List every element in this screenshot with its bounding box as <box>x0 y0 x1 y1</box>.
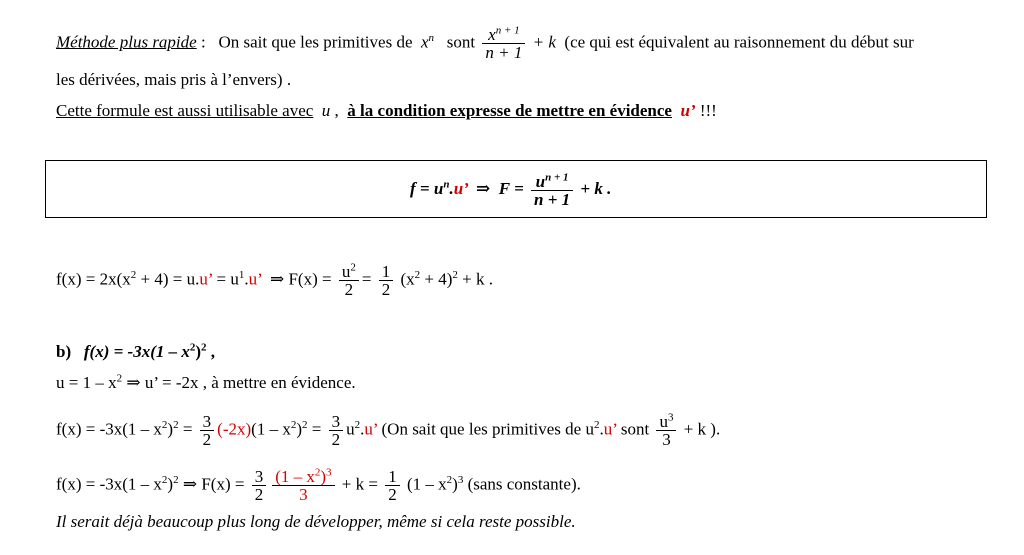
eq3-frac-den: 2 <box>388 485 397 504</box>
eq2-frac-exp: 3 <box>667 411 674 424</box>
method-label: Méthode plus rapide <box>56 32 197 52</box>
eq1-part: (x <box>400 269 415 289</box>
eq1-frac-u2 <box>339 263 359 298</box>
eq3-exp: 2 <box>161 473 168 486</box>
eq3-part: (1 – x <box>406 474 447 494</box>
eq1-exp: 1 <box>238 268 245 281</box>
eq2-part: sont <box>620 419 650 439</box>
method-line-2 <box>56 70 291 90</box>
sectionb-part: f(x) = -3x(1 – x <box>83 342 190 361</box>
boxed-formula <box>410 171 611 208</box>
box-tail: + k . <box>580 179 612 198</box>
eq2-part: f(x) = -3x(1 – x <box>56 419 162 439</box>
eq3-exp: 3 <box>457 473 464 486</box>
eq2-exp: 2 <box>593 418 600 431</box>
eq3-frac-3-2 <box>252 468 267 503</box>
eq2-exp: 2 <box>290 418 297 431</box>
eq2-part: + k ). <box>683 419 721 439</box>
eq3-part: ⇒ F(x) = <box>182 474 245 494</box>
u-var: u <box>321 101 331 120</box>
formula-usage-line <box>56 101 717 121</box>
example-equation <box>56 263 493 298</box>
eq1-u-prime: u’ <box>248 269 262 289</box>
eq2-frac-num: u <box>659 412 668 431</box>
method-line <box>56 26 914 61</box>
section-label: b) <box>56 342 72 361</box>
method-text-2: (ce qui est équivalent au raisonnement du début sur <box>564 32 914 52</box>
frac-num-base: x <box>488 25 496 44</box>
eq1-part: . <box>244 269 249 289</box>
eq2-frac-3-2-b <box>329 413 344 448</box>
formula-box <box>45 160 987 218</box>
eq3-frac-red <box>272 468 334 503</box>
sont-word: sont <box>446 32 476 52</box>
eq2-frac-num: 3 <box>329 413 344 431</box>
eq2-u-prime: u’ <box>364 419 378 439</box>
eq2-frac-den: 2 <box>202 430 212 449</box>
eq3-part: ) <box>452 474 458 494</box>
eq2-part: = <box>311 419 322 439</box>
eq2-frac-3-2 <box>200 413 215 448</box>
eq3-frac-num: 3 <box>252 468 267 486</box>
exp-n: n <box>428 31 435 44</box>
eq3-red-num: ) <box>320 467 327 486</box>
eq1-u-prime: u’ <box>199 269 213 289</box>
eq3-frac-num: 1 <box>385 468 400 486</box>
primitive-fraction <box>482 26 525 61</box>
eq2-exp: 2 <box>354 418 361 431</box>
eq3-red-exp: 3 <box>326 466 332 479</box>
eq2-frac-den: 2 <box>331 430 341 449</box>
box-num-exp: n + 1 <box>545 170 569 183</box>
eq3-part: ) <box>167 474 174 494</box>
eq2-exp: 2 <box>302 418 308 431</box>
eq2-part: ) <box>167 419 174 439</box>
exclamation: !!! <box>699 101 717 120</box>
colon: : <box>200 32 206 52</box>
box-fraction <box>531 170 573 209</box>
example-equation-3 <box>56 468 581 503</box>
eq1-exp: 2 <box>414 268 421 281</box>
eq3-red-exp: 2 <box>314 466 321 479</box>
u-definition-line <box>56 373 356 393</box>
eq2-red-factor: (-2x) <box>217 419 252 439</box>
eq2-part: . <box>599 419 604 439</box>
eq1-part: + 4) = u. <box>140 269 200 289</box>
frac-num-exp: n + 1 <box>495 24 520 37</box>
eq1-part: + k . <box>462 269 493 289</box>
eq1-part: f(x) = 2x(x <box>56 269 131 289</box>
eq2-u-prime: u’ <box>603 419 617 439</box>
eq2-exp: 2 <box>161 418 168 431</box>
closing-remark <box>56 512 576 532</box>
x-var: x <box>421 32 429 52</box>
eq2-part: u <box>346 419 355 439</box>
eq1-frac-num: u <box>341 262 351 281</box>
method-text-3: les dérivées, mais pris à l’envers) . <box>56 70 292 89</box>
eq1-frac-den: 2 <box>344 280 354 299</box>
sectionb-exp: 2 <box>189 341 196 354</box>
example-equation-2 <box>56 413 720 448</box>
eq2-frac-u3 <box>656 413 676 448</box>
eq3-red-num: (1 – x <box>275 467 315 486</box>
plus-k: + k <box>532 32 556 52</box>
eq2-part: . <box>360 419 365 439</box>
eq1-part: + 4) <box>424 269 453 289</box>
eq1-half-num: 1 <box>379 263 394 281</box>
eq1-exp: 2 <box>130 268 137 281</box>
eq1-half-den: 2 <box>381 280 391 299</box>
u-prime-red: u’ <box>680 101 696 120</box>
eq1-eq: = <box>361 269 372 289</box>
eq3-red-den: 3 <box>299 485 308 504</box>
eq3-part: (sans constante). <box>463 474 581 494</box>
sectionb-part: ) <box>195 342 202 361</box>
eq2-part: (1 – x <box>251 419 291 439</box>
frac-den: n + 1 <box>485 43 523 62</box>
eq2-part: ) <box>296 419 302 439</box>
eq3-part: + k = <box>341 474 378 494</box>
eq3-part: f(x) = -3x(1 – x <box>56 474 162 494</box>
condition-text: à la condition expresse de mettre en évidence <box>347 101 672 120</box>
eq3-exp: 2 <box>173 473 179 486</box>
eq1-frac-half <box>379 263 394 298</box>
lineu-part: u = 1 – x <box>56 373 117 392</box>
eq2-part: = <box>182 419 193 439</box>
usage-text: Cette formule est aussi utilisable avec <box>56 101 314 120</box>
sectionb-part: , <box>206 342 216 361</box>
eq1-frac-exp: 2 <box>350 261 356 274</box>
lineu-part: ⇒ u’ = -2x , à mettre en évidence. <box>122 373 356 392</box>
eq2-frac-den: 3 <box>662 430 671 449</box>
eq2-frac-num: 3 <box>200 413 215 431</box>
sectionb-exp: 2 <box>201 341 207 354</box>
eq1-exp: 2 <box>452 268 458 281</box>
eq1-part: ⇒ F(x) = <box>269 269 332 289</box>
method-text-1: On sait que les primitives de <box>218 32 413 52</box>
eq3-frac-half <box>385 468 400 503</box>
box-num-base: u <box>535 171 546 191</box>
eq3-exp: 2 <box>446 473 453 486</box>
eq2-exp: 2 <box>173 418 179 431</box>
lineu-exp: 2 <box>116 372 123 385</box>
eq1-part: = u <box>216 269 239 289</box>
box-dot: . <box>449 179 454 198</box>
eq2-part: (On sait que les primitives de u <box>381 419 594 439</box>
box-u-prime: u’ <box>453 179 468 198</box>
comma: , <box>334 101 339 120</box>
box-exp-n: n <box>443 178 450 191</box>
box-den: n + 1 <box>534 189 571 209</box>
eq3-frac-den: 2 <box>254 485 264 504</box>
box-F-eq: F = <box>498 179 524 198</box>
implies-icon: ⇒ <box>476 179 491 198</box>
section-b-heading <box>56 342 215 362</box>
box-f-eq-u: f = u <box>410 179 444 198</box>
closing-text: Il serait déjà beaucoup plus long de développer, même si cela reste possible. <box>56 512 576 531</box>
